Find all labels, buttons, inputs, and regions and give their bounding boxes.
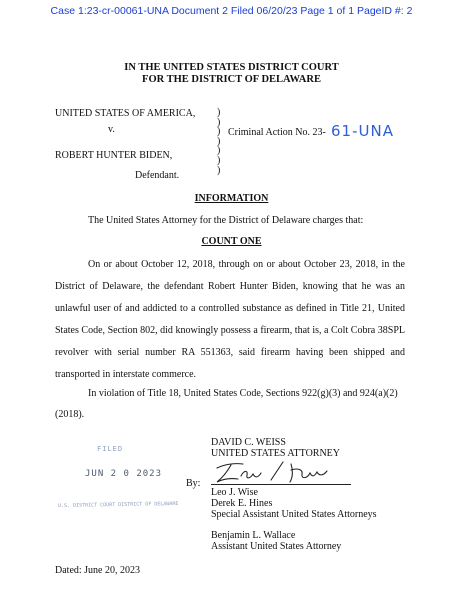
defendant-label: Defendant. (135, 170, 180, 181)
count-one-heading: COUNT ONE (201, 236, 262, 247)
versus: v. (108, 124, 115, 135)
intro-line: The United States Attorney for the District of Delaware charges that: (88, 215, 364, 226)
paren: ) (217, 145, 221, 157)
signature-line (211, 484, 351, 485)
court-name-line2: FOR THE DISTRICT OF DELAWARE (142, 74, 321, 85)
signer-wallace-title: Assistant United States Attorney (211, 541, 342, 552)
criminal-action-label: Criminal Action No. 23- (228, 127, 326, 138)
paren: ) (217, 135, 221, 147)
violation-line: In violation of Title 18, United States Code, Sections 922(g)(3) and 924(a)(2) (88, 388, 398, 399)
count-line: unlawful user of and addicted to a controlled substance as defined in Title 21, United (55, 303, 405, 314)
paren: ) (217, 154, 221, 166)
count-line: revolver with serial number RA 551363, said firearm having been shipped and (55, 347, 405, 358)
count-line: On or about October 12, 2018, through on or about October 23, 2018, in the (88, 259, 405, 270)
plaintiff-name: UNITED STATES OF AMERICA, (55, 108, 196, 119)
stamp-date: JUN 2 0 2023 (85, 469, 163, 479)
paren: ) (217, 116, 221, 128)
count-line: transported in interstate commerce. (55, 369, 197, 380)
court-name-line1: IN THE UNITED STATES DISTRICT COURT (124, 62, 339, 73)
caption-parens (217, 108, 227, 175)
case-header: Case 1:23-cr-00061-UNA Document 2 Filed 06/20/23 Page 1 of 1 PageID #: 2 (50, 5, 413, 17)
by-label: By: (186, 478, 201, 489)
us-attorney-title: UNITED STATES ATTORNEY (211, 448, 341, 459)
stamp-court: U.S. DISTRICT COURT DISTRICT OF DELAWARE (57, 500, 179, 510)
paren: ) (217, 164, 221, 176)
paren: ) (217, 126, 221, 138)
dated-line: Dated: June 20, 2023 (55, 565, 140, 576)
handwritten-case-number: 61-UNA (331, 122, 394, 140)
stamp-filed: FILED (97, 445, 124, 453)
handwritten-signature (211, 458, 351, 486)
signer-wise: Leo J. Wise (211, 487, 258, 498)
violation-year: (2018). (55, 409, 85, 420)
count-line: States Code, Section 802, did knowingly possess a firearm, that is, a Colt Cobra 38SPL (55, 325, 405, 336)
signer-hines: Derek E. Hines (211, 498, 273, 509)
us-attorney-name: DAVID C. WEISS (211, 437, 286, 448)
signer-wallace: Benjamin L. Wallace (211, 530, 296, 541)
information-heading: INFORMATION (194, 193, 269, 204)
defendant-name: ROBERT HUNTER BIDEN, (55, 150, 173, 161)
signer-title: Special Assistant United States Attorneys (211, 509, 377, 520)
count-line: District of Delaware, the defendant Robert Hunter Biden, knowing that he was an (55, 281, 405, 292)
paren: ) (217, 107, 221, 118)
